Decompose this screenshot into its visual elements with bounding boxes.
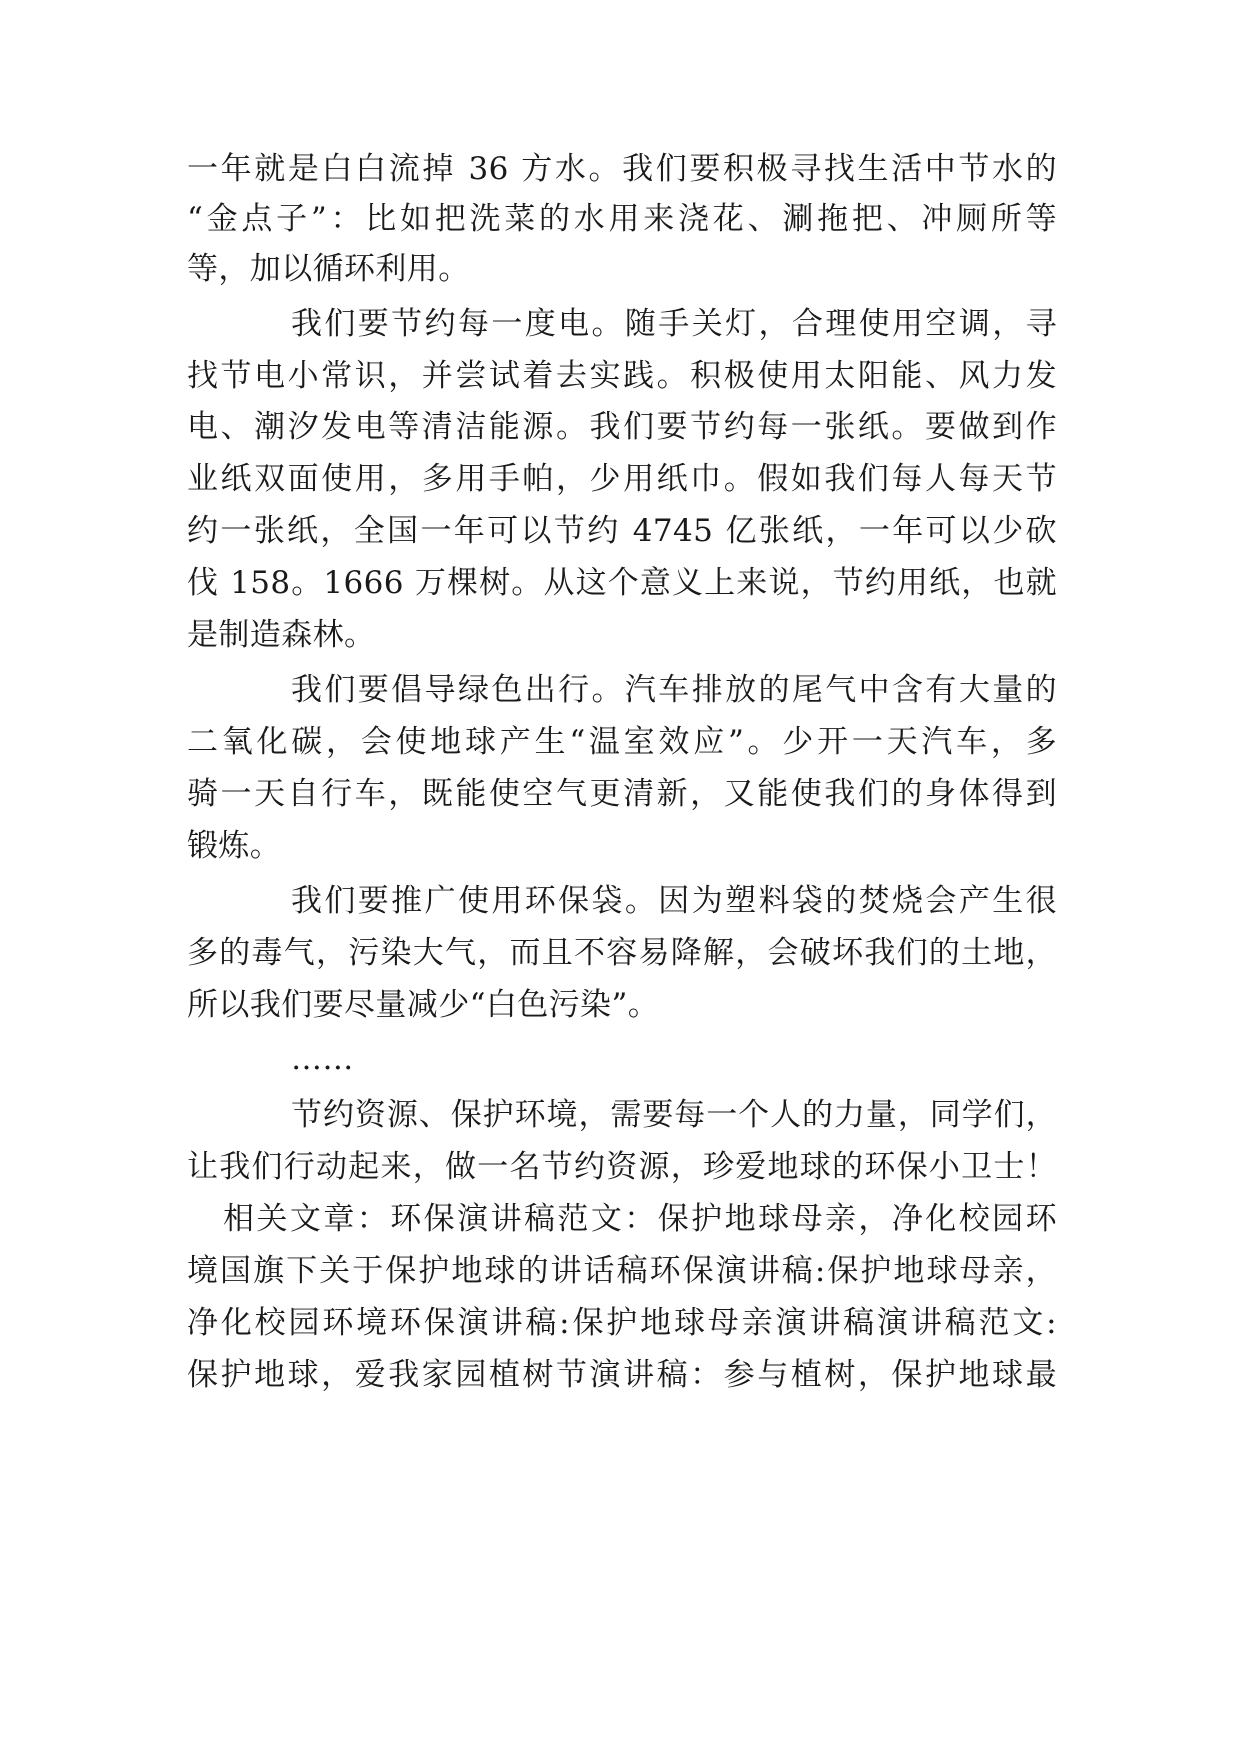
text-line-1: 一年就是白白流掉 36 方水。我们要积极寻找生活中节水的 [187, 151, 1057, 187]
text-line-3: 等，加以循环利用。 [187, 251, 470, 287]
related-articles-line-4: 保护地球，爱我家园植树节演讲稿：参与植树，保护地球最 [187, 1357, 1057, 1393]
paragraph-bags-line-1: 我们要推广使用环保袋。因为塑料袋的焚烧会产生很 [291, 883, 1057, 919]
text-line-14: 锻炼。 [187, 828, 282, 864]
related-articles-line-1: 相关文章：环保演讲稿范文：保护地球母亲，净化校园环 [223, 1201, 1057, 1237]
related-articles-line-2: 境国旗下关于保护地球的讲话稿环保演讲稿:保护地球母亲， [187, 1253, 1057, 1289]
text-line-6: 电、潮汐发电等清洁能源。我们要节约每一张纸。要做到作 [187, 409, 1057, 445]
text-line-7: 业纸双面使用，多用手帕，少用纸巾。假如我们每人每天节 [187, 461, 1057, 497]
text-line-20: 让我们行动起来，做一名节约资源，珍爱地球的环保小卫士！ [187, 1149, 1057, 1185]
text-line-2: “金点子”：比如把洗菜的水用来浇花、涮拖把、冲厕所等 [187, 201, 1057, 237]
paragraph-electricity-line-1: 我们要节约每一度电。随手关灯，合理使用空调，寻 [291, 306, 1057, 342]
text-line-10: 是制造森林。 [187, 617, 376, 653]
paragraph-travel-line-1: 我们要倡导绿色出行。汽车排放的尾气中含有大量的 [291, 672, 1057, 708]
text-line-5: 找节电小常识，并尝试着去实践。积极使用太阳能、风力发 [187, 358, 1057, 394]
text-line-9: 伐 158。1666 万棵树。从这个意义上来说，节约用纸，也就 [187, 565, 1057, 601]
paragraph-closing-line-1: 节约资源、保护环境，需要每一个人的力量，同学们， [291, 1097, 1057, 1133]
text-line-13: 骑一天自行车，既能使空气更清新，又能使我们的身体得到 [187, 776, 1057, 812]
ellipsis-line: …… [291, 1041, 354, 1077]
text-line-17: 所以我们要尽量减少“白色污染”。 [187, 987, 660, 1023]
text-line-16: 多的毒气，污染大气，而且不容易降解，会破坏我们的土地， [187, 935, 1057, 971]
text-line-8: 约一张纸，全国一年可以节约 4745 亿张纸，一年可以少砍 [187, 513, 1057, 549]
text-line-12: 二氧化碳，会使地球产生“温室效应”。少开一天汽车，多 [187, 724, 1057, 760]
related-articles-line-3: 净化校园环境环保演讲稿:保护地球母亲演讲稿演讲稿范文: [187, 1305, 1057, 1341]
